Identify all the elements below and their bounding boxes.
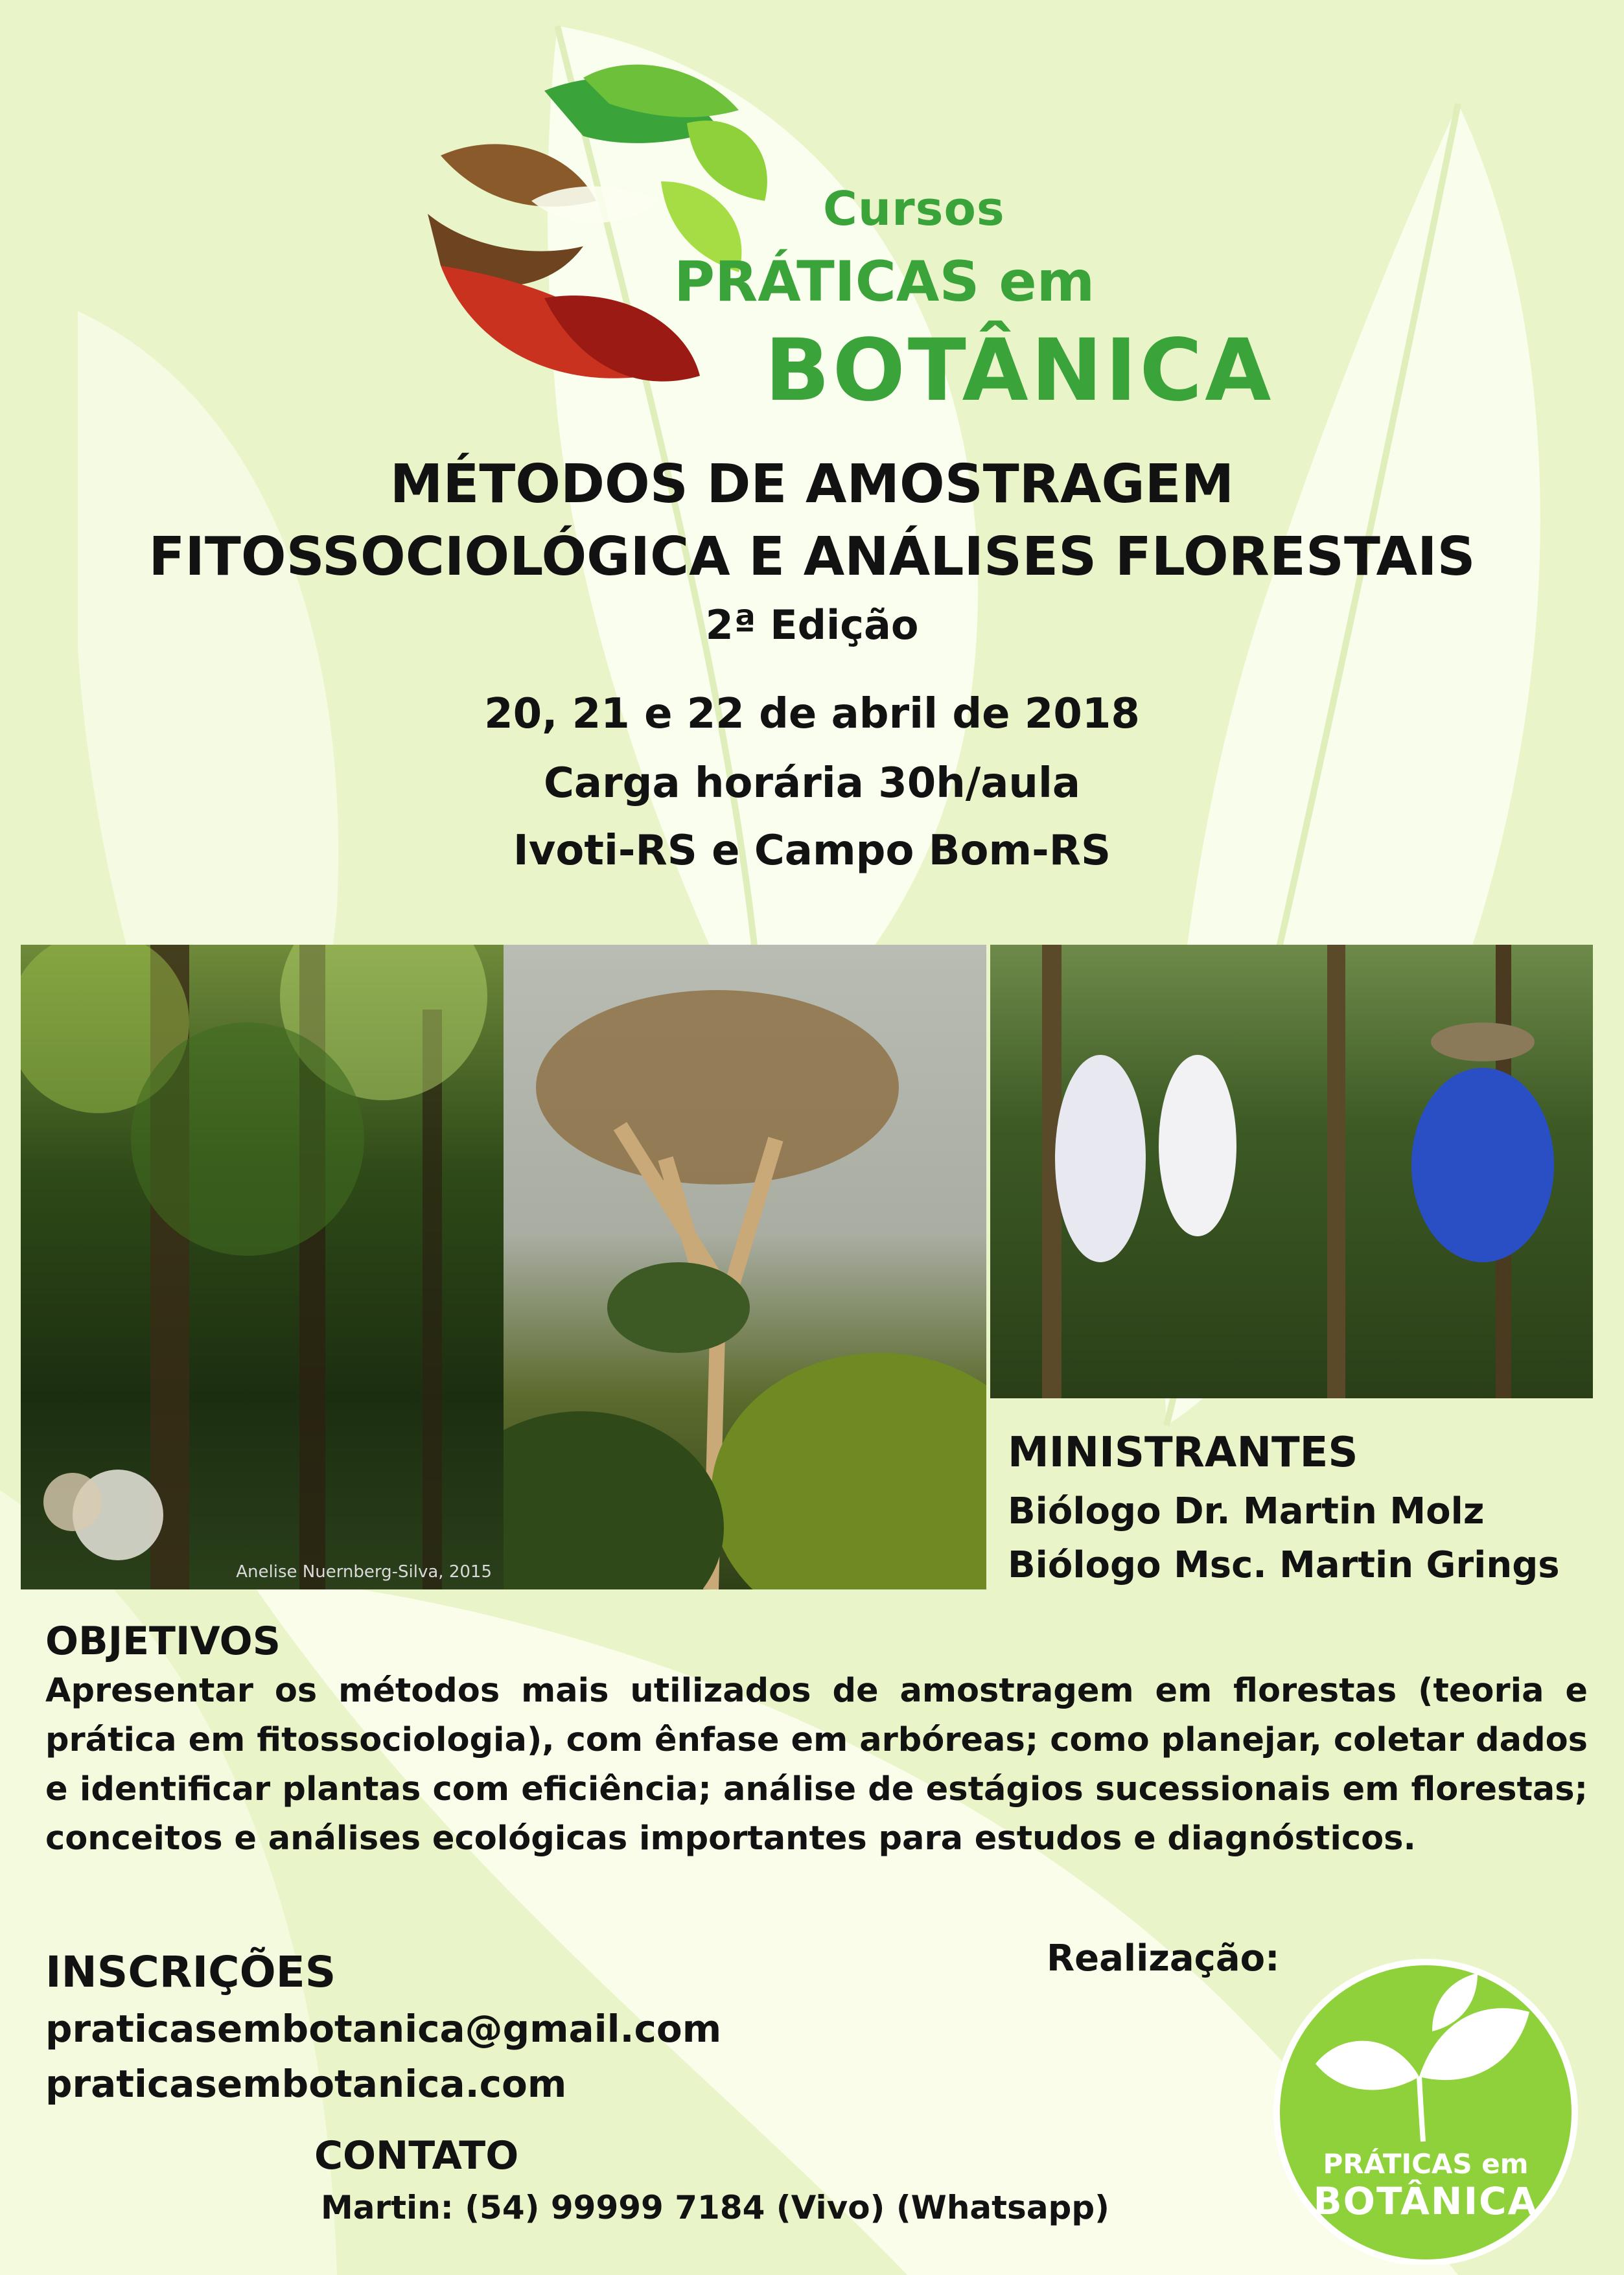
inscricoes-email[interactable]: praticasembotanica@gmail.com bbox=[45, 2007, 722, 2051]
badge-line-1: PRÁTICAS em bbox=[1323, 2148, 1529, 2180]
course-dates: 20, 21 e 22 de abril de 2018 bbox=[484, 690, 1140, 738]
tree-photo bbox=[504, 945, 986, 1589]
edition-label: 2ª Edição bbox=[705, 601, 919, 649]
course-hours: Carga horária 30h/aula bbox=[543, 759, 1081, 807]
ministrantes-heading: MINISTRANTES bbox=[1008, 1429, 1358, 1477]
course-title-line-1: MÉTODOS DE AMOSTRAGEM bbox=[389, 454, 1235, 515]
contato-heading: CONTATO bbox=[314, 2133, 519, 2178]
objetivos-heading: OBJETIVOS bbox=[45, 1619, 281, 1664]
logo-line-3: BOTÂNICA bbox=[765, 321, 1274, 421]
forest-photo-climbing bbox=[21, 945, 504, 1589]
inscricoes-heading: INSCRIÇÕES bbox=[45, 1947, 336, 1997]
course-location: Ivoti-RS e Campo Bom-RS bbox=[513, 827, 1111, 875]
course-title-line-2: FITOSSOCIOLÓGICA E ANÁLISES FLORESTAIS bbox=[148, 526, 1476, 588]
ministrante-item: Biólogo Msc. Martin Grings bbox=[1008, 1544, 1560, 1586]
realizacao-label: Realização: bbox=[1047, 1937, 1280, 1980]
logo-wordmark bbox=[674, 168, 1274, 421]
students-fieldwork-photo bbox=[990, 945, 1593, 1398]
praticas-badge-logo bbox=[1270, 1954, 1581, 2265]
objetivos-text: Apresentar os métodos mais utilizados de amostragem em florestas (teoria e prática em fitossociologia), com ênfase em arbóreas; como planejar, coletar dados e identificar plantas com eficiência; análise de estágios sucessionais em florestas; conceitos e análises ecológicas importantes para estudos e diagnósticos. bbox=[45, 1672, 1588, 1858]
logo-line-1: Cursos bbox=[823, 181, 1005, 236]
forest-climbing-illustration bbox=[21, 945, 504, 1589]
fieldwork-illustration bbox=[990, 945, 1593, 1398]
contato-phone: Martin: (54) 99999 7184 (Vivo) (Whatsapp) bbox=[321, 2189, 1109, 2226]
photo-credit: Anelise Nuernberg-Silva, 2015 bbox=[236, 1562, 492, 1582]
inscricoes-site[interactable]: praticasembotanica.com bbox=[45, 2062, 567, 2106]
logo-line-2: PRÁTICAS em bbox=[674, 249, 1095, 314]
tree-illustration bbox=[504, 945, 986, 1589]
badge-line-2: BOTÂNICA bbox=[1313, 2179, 1538, 2223]
ministrante-item: Biólogo Dr. Martin Molz bbox=[1008, 1490, 1485, 1532]
